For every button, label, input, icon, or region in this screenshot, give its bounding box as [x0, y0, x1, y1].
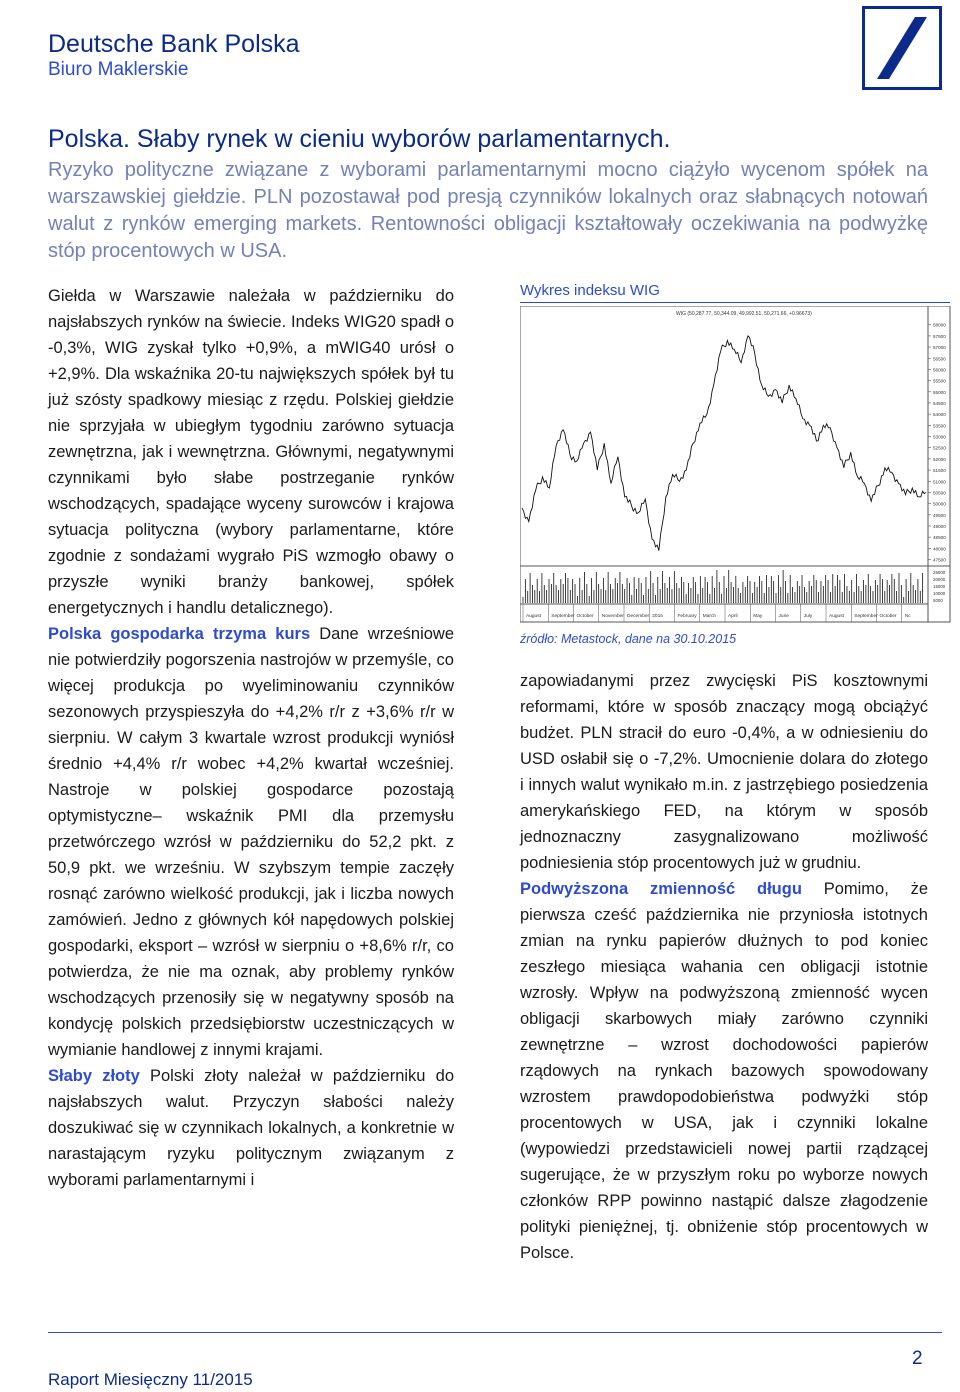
x-tick-label: September: [854, 614, 878, 619]
y-tick-label: 53000: [933, 434, 946, 440]
economy-paragraph: [48, 621, 454, 1063]
bond-volatility-keyword: Podwyższona zmienność długu: [520, 880, 802, 898]
left-column: [48, 283, 454, 1193]
x-tick-label: June: [778, 614, 789, 619]
x-tick-label: August: [526, 614, 541, 619]
x-tick-label: August: [829, 614, 844, 619]
y-tick-label: 53500: [933, 423, 946, 429]
y-tick-label: 51000: [933, 479, 946, 485]
y-tick-label: 56000: [933, 367, 946, 373]
footer-divider: [48, 1332, 942, 1333]
x-tick-label: 2015: [652, 614, 663, 619]
volume-tick-label: 20000: [933, 577, 946, 582]
article-lead-text: Ryzyko polityczne związane z wyborami parlamentarnymi mocno ciążyło wycenom spółek na warszawskiej giełdzie. PLN pozostawał pod presją czynników lokalnych oraz słabnących notowań walut z rynków emerging markets. Rentowności obligacji kształtowały oczekiwania na podwyżkę stóp procentowych w USA.: [48, 159, 928, 262]
y-tick-label: 47500: [933, 557, 946, 563]
y-tick-label: 55000: [933, 389, 946, 395]
x-tick-label: Nc: [904, 614, 911, 619]
y-tick-label: 57000: [933, 345, 946, 351]
y-tick-label: 51500: [933, 468, 946, 474]
y-tick-label: 54000: [933, 412, 946, 418]
x-tick-label: December: [627, 614, 650, 619]
article-lead: [48, 157, 928, 265]
article-headline: Polska. Słaby rynek w cieniu wyborów parlamentarnych.: [48, 125, 671, 153]
volume-tick-label: 10000: [933, 591, 946, 596]
zloty-keyword: Słaby złoty: [48, 1067, 140, 1085]
x-tick-label: May: [753, 614, 763, 619]
deutsche-bank-logo: [862, 6, 942, 90]
y-tick-label: 50000: [933, 501, 946, 507]
y-tick-label: 48500: [933, 535, 946, 541]
brand-subtitle: Biuro Maklerskie: [48, 59, 189, 80]
volume-tick-label: 5000: [933, 598, 943, 603]
chart-divider: [520, 302, 950, 303]
zloty-text: Polski złoty należał w październiku do najsłabszych walut. Przyczyn słabości należy doszukiwać się w czynnikach lokalnych, a konkretnie w narastającym ryzyku politycznym związanym z wyborami parlamentarnymi i: [48, 1067, 454, 1189]
x-tick-label: April: [728, 614, 738, 619]
x-tick-label: October: [879, 614, 897, 619]
chart-source: źródło: Metastock, dane na 30.10.2015: [520, 632, 737, 646]
bond-volatility-text: Pomimo, że pierwsza cześć października nie przyniosła istotnych zmian na rynku papierów dłużnych to pod koniec zeszłego miesiąca wahania cen obligacji istotnie wzrosły. Wpływ na podwyższoną zmienność wycen obligacji skarbowych miały zarówno czynniki zewnętrzne – wzrost dochodowości papierów rządowych na rynkach bazowych spowodowany wzrostem prawdopodobieństwa podwyżki stóp procentowych w USA, jak i czynniki lokalne (wypowiedzi przedstawicieli nowej partii rządzącej sugerujące, że w przyszłym roku po wyborze nowych członków RPP powinno nastąpić dalsze złagodzenie polityki pieniężnej, tj. obniżenie stóp procentowych w Polsce.: [520, 880, 928, 1262]
y-tick-label: 52500: [933, 445, 946, 451]
chart-legend: WIG (50,287.77, 50,344.09, 49,992.51, 50,271.66, +0.96673): [676, 311, 812, 317]
chart-caption: Wykres indeksu WIG: [520, 282, 660, 299]
volume-tick-label: 15000: [933, 584, 946, 589]
x-tick-label: October: [576, 614, 594, 619]
x-tick-label: July: [803, 614, 813, 619]
y-tick-label: 58000: [933, 322, 946, 328]
y-tick-label: 49500: [933, 512, 946, 518]
wig-chart: [520, 306, 952, 624]
wse-paragraph: Giełda w Warszawie należała w październiku do najsłabszych rynków na świecie. Indeks WIG20 spadł o -0,3%, WIG zyskał tylko +0,9%, a mWIG40 urósł o +2,9%. Dla wskaźnika 20-tu największych spółek był tu już szósty spadkowy miesiąc z rzędu. Polskiej giełdzie nie sprzyjała w ubiegłym tygodniu zarówno sytuacja zewnętrzna, jak i wewnętrzna. Głównymi, negatywnymi czynnikami było słabe postrzeganie rynków wschodzących, spadające wyceny surowców i krajowa sytuacja polityczna (wybory parlamentarne, które zgodnie z sondażami wygrało PiS wzmogło obawy o przyszłe wyniki branży bankowej, spółek energetycznych i handlu detalicznego).: [48, 287, 454, 617]
y-tick-label: 49000: [933, 523, 946, 529]
y-tick-label: 48000: [933, 546, 946, 552]
report-name: Raport Miesięczny 11/2015: [48, 1370, 253, 1389]
volume-tick-label: 25000: [933, 570, 946, 575]
bond-volatility-paragraph: [520, 876, 928, 1266]
logo-slash-icon: [865, 9, 939, 87]
x-tick-label: September: [551, 614, 575, 619]
right-column: [520, 668, 928, 1266]
zloty-continued-paragraph: zapowiadanymi przez zwycięski PiS kosztownymi reformami, które w sposób znaczący mogą obciążyć budżet. PLN stracił do euro -0,4%, a w odniesieniu do USD osłabił się o -7,2%. Umocnienie dolara do złotego i innych walut wynikało m.in. z jastrzębiego posiedzenia amerykańskiego FED, na którym w sposób jednoznaczny zasygnalizowano możliwość podniesienia stóp procentowych już w grudniu.: [520, 672, 928, 872]
y-tick-label: 56500: [933, 356, 946, 362]
page-number: 2: [912, 1348, 923, 1369]
x-tick-label: February: [677, 614, 697, 619]
zloty-paragraph: [48, 1063, 454, 1193]
y-tick-label: 52000: [933, 456, 946, 462]
wig-chart-svg: [520, 306, 952, 624]
x-tick-label: March: [702, 614, 717, 619]
economy-keyword: Polska gospodarka trzyma kurs: [48, 625, 311, 643]
economy-text: Dane wrześniowe nie potwierdziły pogorszenia nastrojów w przemyśle, co więcej produkcja po wyeliminowaniu czynników sezonowych przyspieszyła do +4,2% r/r z +3,6% r/r w sierpniu. W całym 3 kwartale wzrost produkcji wyniósł średnio +4,4% r/r wobec +4,2% kwartał wcześniej. Nastroje w polskiej gospodarce pozostają optymistyczne– wskaźnik PMI dla przemysłu przetwórczego wzrósł w październiku do 52,2 pkt. z 50,9 pkt. we wrześniu. W szybszym tempie zaczęły rosnąć zarówno wielkość produkcji, jak i liczba nowych zamówień. Jedno z głównych kół napędowych polskiej gospodarki, eksport – wzrósł w sierpniu o +8,6% r/r, co potwierdza, że nie ma oznak, aby problemy rynków wschodzących przenosiły się w negatywny sposób na kondycję polskich przedsiębiorstw uczestniczących w wymianie handlowej z innymi krajami.: [48, 625, 455, 1059]
y-tick-label: 54500: [933, 400, 946, 406]
brand-block: [48, 30, 300, 82]
x-tick-label: November: [601, 614, 624, 619]
y-tick-label: 57500: [933, 333, 946, 339]
brand-name: Deutsche Bank Polska: [48, 30, 300, 58]
y-tick-label: 50500: [933, 490, 946, 496]
y-tick-label: 55500: [933, 378, 946, 384]
